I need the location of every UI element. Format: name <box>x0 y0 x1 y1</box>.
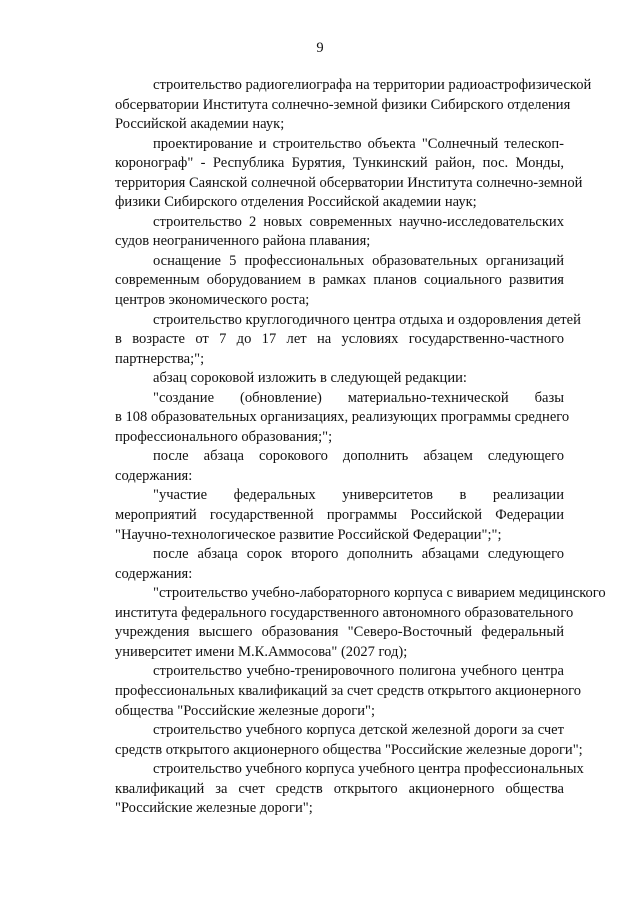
text-line: профессионального образования;"; <box>115 428 333 445</box>
text-line: после абзаца сорокового дополнить абзацем следующего <box>153 448 564 465</box>
text-line: в возрасте от 7 до 17 лет на условиях государственно-частного <box>115 331 564 348</box>
text-line: института федерального государственного автономного образовательного <box>115 604 574 621</box>
text-line: содержания: <box>115 467 193 484</box>
text-line: университет имени М.К.Аммосова" (2027 год); <box>115 643 408 660</box>
paragraph <box>77 545 564 584</box>
text-line: учреждения высшего образования "Северо-Восточный федеральный <box>115 624 564 641</box>
paragraph <box>77 135 583 213</box>
paragraph <box>77 389 570 448</box>
text-line: физики Сибирского отделения Российской академии наук; <box>115 194 477 211</box>
document-body <box>77 76 606 819</box>
text-line: партнерства;"; <box>115 350 205 367</box>
text-line: "участие федеральных университетов в реализации <box>153 487 564 504</box>
text-line: содержания: <box>115 565 193 582</box>
paragraph <box>77 76 592 135</box>
paragraph <box>77 369 564 389</box>
paragraph <box>77 486 564 545</box>
text-line: строительство учебного корпуса учебного центра профессиональных <box>153 761 584 778</box>
text-line: центров экономического роста; <box>115 292 310 309</box>
paragraph <box>77 721 583 760</box>
page-number: 9 <box>316 40 324 56</box>
paragraph <box>77 213 564 252</box>
text-line: общества "Российские железные дороги"; <box>115 702 376 719</box>
paragraph <box>77 760 584 819</box>
paragraph <box>77 252 564 311</box>
text-line: средств открытого акционерного общества "Российские железные дороги"; <box>115 741 583 758</box>
text-line: проектирование и строительство объекта "Солнечный телескоп- <box>153 135 564 152</box>
text-line: строительство 2 новых современных научно-исследовательских <box>153 213 564 230</box>
text-line: Российской академии наук; <box>115 116 285 133</box>
paragraph <box>77 447 564 486</box>
text-line: строительство учебного корпуса детской железной дороги за счет <box>153 722 564 739</box>
text-line: коронограф" - Республика Бурятия, Тункинский район, пос. Монды, <box>115 155 564 172</box>
text-line: квалификаций за счет средств открытого акционерного общества <box>115 780 564 797</box>
text-line: "строительство учебно-лабораторного корпуса с виварием медицинского <box>153 585 606 602</box>
text-line: оснащение 5 профессиональных образовательных организаций <box>153 252 564 269</box>
text-line: судов неограниченного района плавания; <box>115 233 371 250</box>
text-line: строительство учебно-тренировочного полигона учебного центра <box>153 663 564 680</box>
paragraph <box>77 584 606 662</box>
text-line: в 108 образовательных организациях, реализующих программы среднего <box>115 409 570 426</box>
text-line: профессиональных квалификаций за счет средств открытого акционерного <box>115 682 581 699</box>
text-line: после абзаца сорок второго дополнить абзацами следующего <box>153 546 564 563</box>
text-line: мероприятий государственной программы Российской Федерации <box>115 507 564 524</box>
paragraph <box>77 311 581 370</box>
text-line: абзац сороковой изложить в следующей редакции: <box>153 370 467 387</box>
text-line: строительство круглогодичного центра отдыха и оздоровления детей <box>153 311 581 328</box>
text-line: современным оборудованием в рамках планов социального развития <box>115 272 564 289</box>
text-line: строительство радиогелиографа на территории радиоастрофизической <box>153 77 592 93</box>
text-line: территория Саянской солнечной обсерватории Института солнечно-земной <box>115 174 583 191</box>
text-line: "создание (обновление) материально-технической базы <box>153 389 564 406</box>
text-line: обсерватории Института солнечно-земной физики Сибирского отделения <box>115 96 571 113</box>
text-line: "Научно-технологическое развитие Российской Федерации";"; <box>115 526 502 543</box>
paragraph <box>77 662 581 721</box>
text-line: "Российские железные дороги"; <box>115 800 313 817</box>
